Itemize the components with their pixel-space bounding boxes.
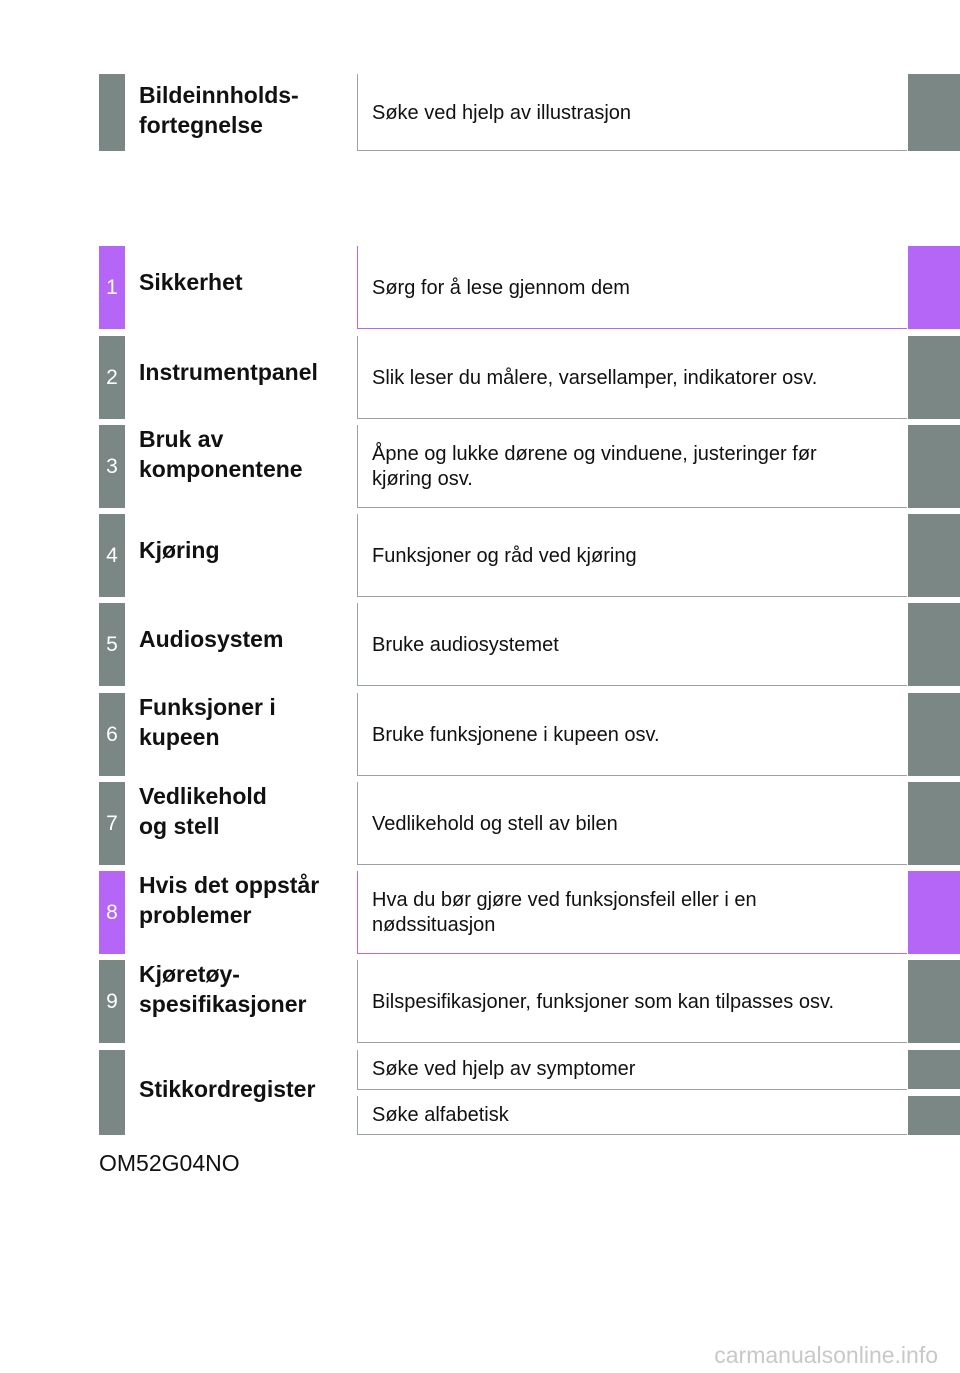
section-right-tab[interactable] — [908, 246, 960, 329]
section-desc-line: Funksjoner og råd ved kjøring — [372, 544, 637, 567]
index-link-label: Søke alfabetisk — [372, 1103, 509, 1126]
header-title — [139, 80, 354, 140]
section-desc-line: Bruke funksjonene i kupeen osv. — [372, 723, 660, 746]
section-desc — [372, 365, 817, 390]
index-title: Stikkordregister — [139, 1076, 316, 1102]
section-desc — [372, 989, 834, 1014]
section-desc-line: Åpne og lukke dørene og vinduene, justeringer før — [372, 443, 817, 465]
section-title — [139, 267, 354, 297]
header-tab — [99, 74, 125, 151]
index-link-alphabetical[interactable] — [357, 1096, 907, 1135]
section-desc-line: Slik leser du målere, varsellamper, indikatorer osv. — [372, 366, 818, 389]
section-number-tab[interactable]: 8 — [99, 871, 125, 954]
section-row-1 — [99, 246, 960, 329]
section-row-6 — [99, 693, 960, 776]
section-desc-line: Sørg for å lese gjennom dem — [372, 276, 630, 299]
section-title-line: Funksjoner i — [139, 694, 276, 720]
section-title-line: Kjøretøy- — [139, 961, 240, 987]
header-desc: Søke ved hjelp av illustrasjon — [372, 101, 632, 124]
section-desc — [372, 275, 630, 300]
section-row-7 — [99, 782, 960, 865]
section-desc-link[interactable] — [357, 960, 907, 1043]
header-title-line: fortegnelse — [139, 112, 263, 138]
index-link-label: Søke ved hjelp av symptomer — [372, 1058, 636, 1080]
section-desc-link[interactable] — [357, 603, 907, 686]
header-right-tab[interactable] — [908, 74, 960, 151]
section-number-tab[interactable]: 9 — [99, 960, 125, 1043]
section-row-2 — [99, 336, 960, 419]
section-title-line: kupeen — [139, 724, 220, 750]
section-right-tab[interactable] — [908, 514, 960, 597]
section-row-9 — [99, 960, 960, 1043]
section-desc — [372, 543, 637, 568]
section-desc-link[interactable] — [357, 782, 907, 865]
section-title-line: problemer — [139, 902, 252, 928]
section-number-tab[interactable]: 7 — [99, 782, 125, 865]
index-tab — [99, 1050, 125, 1135]
section-right-tab[interactable] — [908, 693, 960, 776]
section-desc — [372, 887, 757, 937]
header-title-line: Bildeinnholds- — [139, 82, 299, 108]
section-desc-line: kjøring osv. — [372, 468, 473, 490]
section-right-tab[interactable] — [908, 871, 960, 954]
section-desc-line: Hva du bør gjøre ved funksjonsfeil eller i en — [372, 889, 757, 911]
section-number-tab[interactable]: 1 — [99, 246, 125, 329]
section-number-tab[interactable]: 4 — [99, 514, 125, 597]
section-desc-link[interactable] — [357, 871, 907, 954]
section-right-tab[interactable] — [908, 425, 960, 508]
section-desc-line: nødssituasjon — [372, 914, 496, 936]
document-code: OM52G04NO — [99, 1150, 240, 1176]
section-desc-line: Vedlikehold og stell av bilen — [372, 812, 618, 835]
section-right-tab[interactable] — [908, 603, 960, 686]
section-title-line: Sikkerhet — [139, 269, 243, 295]
section-desc — [372, 632, 559, 657]
section-title — [139, 870, 354, 930]
section-title — [139, 357, 354, 387]
section-title — [139, 959, 354, 1019]
section-title-line: Vedlikehold — [139, 783, 267, 809]
section-title — [139, 535, 354, 565]
section-title — [139, 692, 354, 752]
section-row-5 — [99, 603, 960, 686]
section-number-tab[interactable]: 6 — [99, 693, 125, 776]
section-row-8 — [99, 871, 960, 954]
section-title-line: Kjøring — [139, 537, 220, 563]
index-right-tab-symptoms[interactable] — [908, 1050, 960, 1089]
section-desc — [372, 811, 618, 836]
section-right-tab[interactable] — [908, 960, 960, 1043]
section-number-tab[interactable]: 2 — [99, 336, 125, 419]
section-right-tab[interactable] — [908, 782, 960, 865]
section-desc-link[interactable] — [357, 693, 907, 776]
section-desc — [372, 441, 817, 491]
index-link-symptoms[interactable] — [357, 1050, 907, 1090]
section-title-line: Hvis det oppstår — [139, 872, 320, 898]
section-right-tab[interactable] — [908, 336, 960, 419]
header-desc-link[interactable] — [357, 74, 907, 151]
section-desc — [372, 722, 660, 747]
header-row — [99, 74, 960, 151]
section-title-line: Instrumentpanel — [139, 359, 318, 385]
section-desc-link[interactable] — [357, 336, 907, 419]
section-desc-line: Bruke audiosystemet — [372, 633, 559, 656]
section-title — [139, 781, 354, 841]
section-number-tab[interactable]: 3 — [99, 425, 125, 508]
index-row — [99, 1050, 960, 1135]
section-title-line: spesifikasjoner — [139, 991, 307, 1017]
section-title — [139, 624, 354, 654]
watermark: carmanualsonline.info — [714, 1342, 938, 1368]
section-title-line: Bruk av — [139, 426, 224, 452]
section-desc-link[interactable] — [357, 425, 907, 508]
section-title-line: komponentene — [139, 456, 303, 482]
section-desc-link[interactable] — [357, 246, 907, 329]
section-number-tab[interactable]: 5 — [99, 603, 125, 686]
section-row-3 — [99, 425, 960, 508]
section-title — [139, 424, 354, 484]
section-desc-line: Bilspesifikasjoner, funksjoner som kan tilpasses osv. — [372, 990, 835, 1013]
index-right-tab-alphabetical[interactable] — [908, 1096, 960, 1135]
section-title-line: Audiosystem — [139, 626, 284, 652]
section-title-line: og stell — [139, 813, 220, 839]
section-desc-link[interactable] — [357, 514, 907, 597]
section-row-4 — [99, 514, 960, 597]
